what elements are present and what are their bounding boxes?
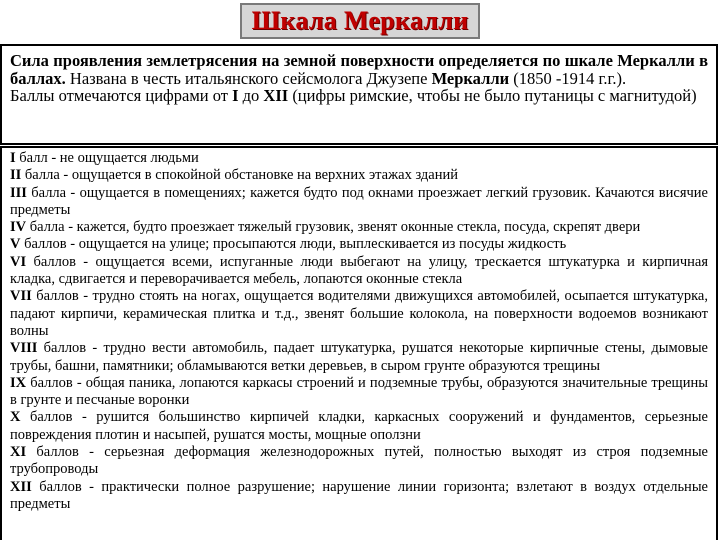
title-banner	[240, 3, 480, 39]
level-description: баллов - серьезная деформация железнодорожных путей, полностью выходят из строя подземные трубопроводы	[10, 444, 708, 478]
scale-level	[10, 409, 708, 444]
level-description: балла - ощущается в помещениях; кажется будто под окнами проезжает легкий грузовик. Качаются висячие предметы	[10, 184, 708, 218]
page-title: Шкала Меркалли	[251, 6, 469, 35]
scale-level	[10, 167, 708, 184]
intro-lead: Сила проявления землетрясения на земной поверхности определяется по шкале Меркалли в баллах.	[10, 51, 708, 88]
intro-panel	[0, 44, 718, 145]
level-description: баллов - практически полное разрушение; нарушение линии горизонта; взлетают в воздух отдельные предметы	[10, 478, 708, 512]
intro-paragraph-2	[10, 87, 708, 105]
scale-level	[10, 288, 708, 340]
level-number: VIII	[10, 340, 38, 357]
scale-level	[10, 150, 708, 167]
scale-level	[10, 444, 708, 479]
level-description: баллов - рушится большинство кирпичей кладки, каркасных сооружений и фундаментов, серьезные повреждения плотин и насыпей, рушатся мосты, мощные оползни	[10, 409, 708, 443]
scale-level	[10, 236, 708, 253]
intro-paragraph-1	[10, 52, 708, 87]
level-number: XII	[10, 478, 32, 495]
scale-levels-panel	[0, 146, 718, 540]
scale-level	[10, 375, 708, 410]
intro-named-after: Названа в честь итальянского сейсмолога Джузепе	[65, 68, 432, 88]
level-number: IX	[10, 374, 27, 391]
level-description: баллов - ощущается всеми, испуганные люди выбегают на улицу, трескается штукатурка и кирпичная кладка, сдвигается и переворачивается мебель, лопаются оконные стекла	[10, 253, 708, 288]
level-description: балла - ощущается в спокойной обстановке на верхних этажах зданий	[21, 167, 459, 184]
level-number: IV	[10, 219, 27, 236]
level-number: VI	[10, 253, 27, 270]
scale-level	[10, 219, 708, 236]
level-description: баллов - общая паника, лопаются каркасы строений и подземные трубы, образуются значительные трещины в грунте и песчаные воронки	[10, 374, 708, 409]
intro-note-text: (цифры римские, чтобы не было путаницы с магнитудой)	[288, 86, 697, 106]
intro-roman-first: I	[232, 86, 239, 106]
level-number: XI	[10, 444, 27, 461]
intro-surname: Меркалли	[431, 68, 510, 88]
intro-years: (1850 -1914 г.г.).	[509, 68, 627, 88]
scale-level	[10, 254, 708, 289]
scale-level	[10, 185, 708, 220]
scale-level	[10, 340, 708, 375]
level-number: III	[10, 184, 27, 201]
intro-to-text: до	[238, 86, 264, 106]
intro-roman-last: XII	[263, 86, 289, 106]
scale-level	[10, 479, 708, 514]
level-number: X	[10, 409, 21, 426]
level-number: V	[10, 236, 21, 253]
level-description: баллов - трудно стоять на ногах, ощущается водителями движущихся автомобилей, осыпается штукатурка, падают кирпичи, керамическая плитка и т.д., звенят большие колокола, на поверхности водоемов возникают волны	[10, 288, 708, 339]
level-description: балл - не ощущается людьми	[15, 150, 199, 166]
level-number: I	[10, 150, 16, 166]
level-number: VII	[10, 288, 32, 305]
level-description: балла - кажется, будто проезжает тяжелый грузовик, звенят оконные стекла, посуда, скрепят двери	[26, 219, 641, 236]
intro-marks-text: Баллы отмечаются цифрами от	[10, 86, 233, 106]
level-description: баллов - ощущается на улице; просыпаются люди, выплескивается из посуды жидкость	[20, 236, 567, 253]
level-number: II	[10, 167, 22, 184]
level-description: баллов - трудно вести автомобиль, падает штукатурка, рушатся некоторые кирпичные стены, дымовые трубы, башни, памятники; обламываются ветки деревьев, в сыром грунте образуются трещины	[10, 340, 708, 374]
